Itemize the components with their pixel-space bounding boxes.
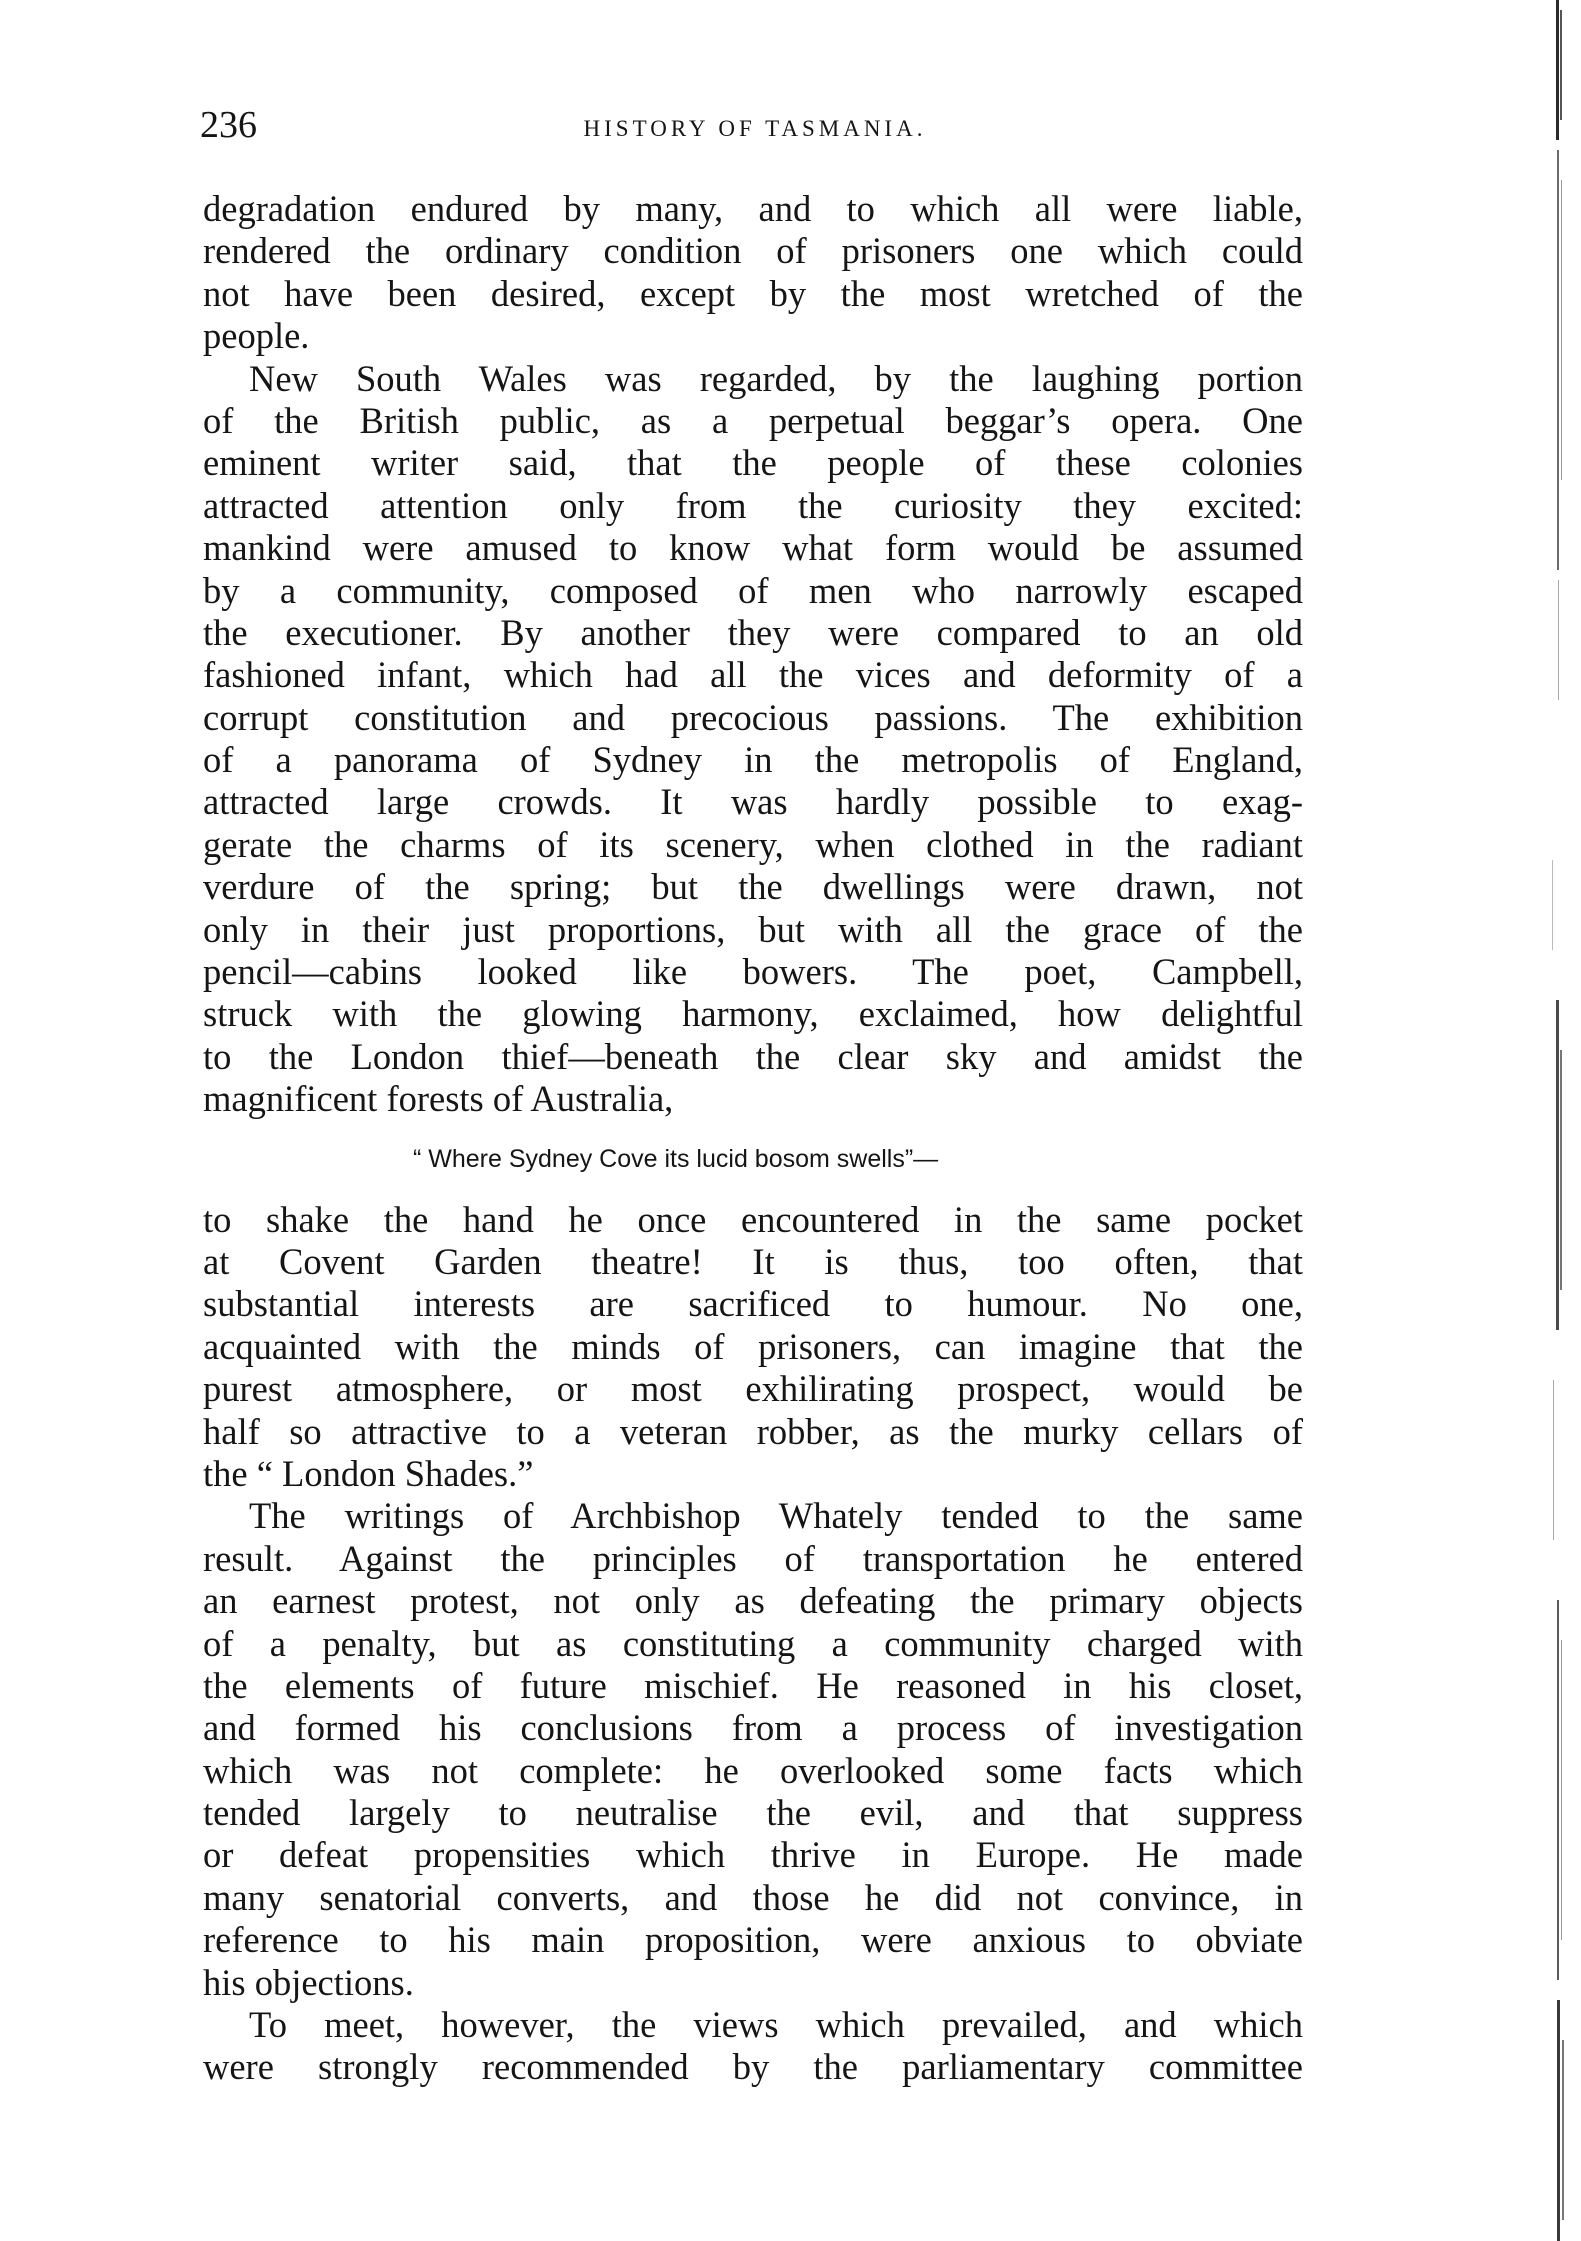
text-line: To meet, however, the views which prevailed, and which [249, 2004, 1303, 2046]
text-line: result. Against the principles of transportation he entered [203, 1537, 1303, 1579]
text-line: degradation endured by many, and to which all were liable, [203, 188, 1303, 229]
text-line: the elements of future mischief. He reasoned in his closet, [203, 1664, 1303, 1706]
text-line: rendered the ordinary condition of prisoners one which could [203, 230, 1303, 272]
text-line: many senatorial converts, and those he did not convince, in [203, 1876, 1303, 1918]
text-line: of the British public, as a perpetual beggar’s opera. One [203, 399, 1303, 441]
text-line: the “ London Shades.” [203, 1452, 534, 1494]
text-line: to shake the hand he once encountered in the same pocket [203, 1198, 1303, 1240]
text-line: gerate the charms of its scenery, when clothed in the radiant [203, 823, 1303, 865]
running-title: HISTORY OF TASMANIA. [583, 116, 927, 141]
text-line: The writings of Archbishop Whately tended to the same [249, 1495, 1303, 1537]
text-line: mankind were amused to know what form would be assumed [203, 527, 1303, 569]
text-line: struck with the glowing harmony, exclaimed, how delightful [203, 993, 1303, 1035]
text-line: of a penalty, but as constituting a community charged with [203, 1622, 1303, 1664]
text-line: only in their just proportions, but with all the grace of the [203, 908, 1303, 950]
text-line: were strongly recommended by the parliamentary committee [203, 2046, 1303, 2088]
text-line: pencil—cabins looked like bowers. The poet, Campbell, [203, 951, 1303, 993]
text-line: substantial interests are sacrificed to humour. No one, [203, 1283, 1303, 1325]
running-head [200, 100, 1310, 150]
text-line: eminent writer said, that the people of these colonies [203, 442, 1303, 484]
text-line: acquainted with the minds of prisoners, can imagine that the [203, 1325, 1303, 1367]
text-line: an earnest protest, not only as defeating the primary objects [203, 1580, 1303, 1622]
page-number: 236 [200, 104, 257, 146]
text-line: attracted attention only from the curiosity they excited: [203, 484, 1303, 526]
text-line: New South Wales was regarded, by the laughing portion [249, 357, 1303, 399]
text-line: to the London thief—beneath the clear sky and amidst the [203, 1035, 1303, 1077]
text-line: people. [203, 315, 310, 357]
text-line: or defeat propensities which thrive in Europe. He made [203, 1834, 1303, 1876]
text-line: of a panorama of Sydney in the metropolis of England, [203, 739, 1303, 781]
text-line: verdure of the spring; but the dwellings were drawn, not [203, 866, 1303, 908]
text-line: by a community, composed of men who narrowly escaped [203, 569, 1303, 611]
scanned-page-edge [1548, 0, 1581, 2241]
text-line: at Covent Garden theatre! It is thus, too often, that [203, 1240, 1303, 1282]
body-text [203, 188, 1303, 2089]
verse-quotation: “ Where Sydney Cove its lucid bosom swells”— [413, 1144, 939, 1173]
text-line: attracted large crowds. It was hardly possible to exag- [203, 781, 1303, 823]
text-line: reference to his main proposition, were anxious to obviate [203, 1919, 1303, 1961]
text-line: magnificent forests of Australia, [203, 1078, 674, 1120]
text-line: fashioned infant, which had all the vices and deformity of a [203, 654, 1303, 696]
text-line: his objections. [203, 1961, 414, 2003]
text-line: purest atmosphere, or most exhilirating prospect, would be [203, 1368, 1303, 1410]
text-line: which was not complete: he overlooked some facts which [203, 1749, 1303, 1791]
text-line: tended largely to neutralise the evil, and that suppress [203, 1792, 1303, 1834]
text-line: the executioner. By another they were compared to an old [203, 611, 1303, 653]
text-line: corrupt constitution and precocious passions. The exhibition [203, 696, 1303, 738]
text-line: not have been desired, except by the most wretched of the [203, 272, 1303, 314]
text-line: and formed his conclusions from a process of investigation [203, 1707, 1303, 1749]
text-line: half so attractive to a veteran robber, as the murky cellars of [203, 1410, 1303, 1452]
